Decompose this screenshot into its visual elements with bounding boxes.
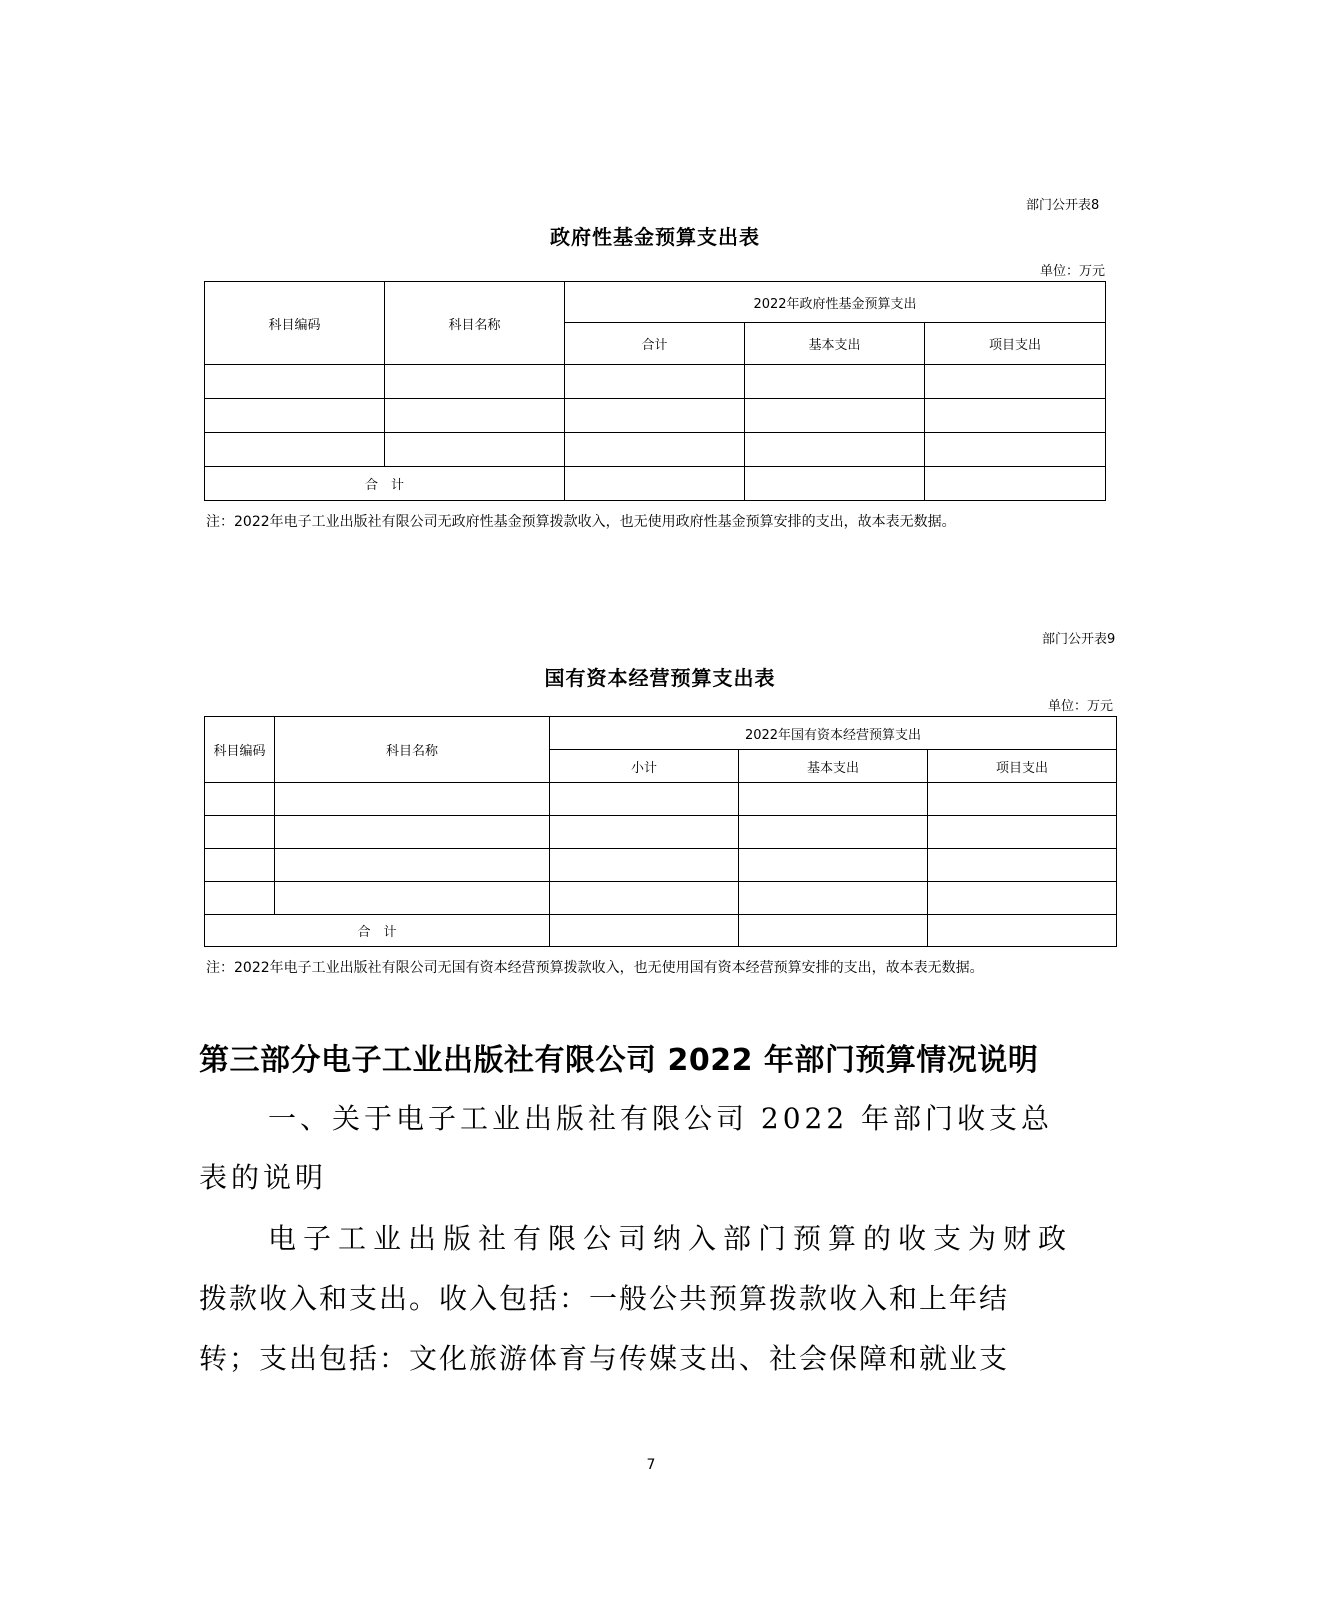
table-row	[205, 433, 1106, 467]
subheading-line2: 表的说明	[199, 1161, 328, 1194]
table8-note: 注：2022年电子工业出版社有限公司无政府性基金预算拨款收入，也无使用政府性基金预算安排的支出，故本表无数据。	[206, 514, 956, 530]
paragraph-line1: 电子工业出版社有限公司纳入部门预算的收支为财政	[268, 1222, 1074, 1255]
table8-total-label: 合 计	[205, 467, 565, 501]
table9-header-basic: 基本支出	[739, 750, 928, 783]
table9-header-subtotal: 小计	[550, 750, 739, 783]
table9-header-code: 科目编码	[205, 717, 275, 783]
paragraph-line3: 转；支出包括：文化旅游体育与传媒支出、社会保障和就业支	[199, 1342, 1010, 1375]
table9-header-group: 2022年国有资本经营预算支出	[550, 717, 1117, 750]
table8-header-project: 项目支出	[925, 323, 1106, 365]
table8-header-code: 科目编码	[205, 282, 385, 365]
table9-tag: 部门公开表9	[1042, 632, 1116, 647]
table8	[204, 281, 1106, 501]
table9-unit: 单位：万元	[1048, 699, 1114, 714]
table-row	[205, 816, 1117, 849]
table9-total-row	[205, 915, 1117, 947]
table9-title: 国有资本经营预算支出表	[544, 666, 776, 690]
table-row	[205, 882, 1117, 915]
page-number: 7	[646, 1457, 656, 1473]
table9-header-project: 项目支出	[928, 750, 1117, 783]
table8-header-name: 科目名称	[385, 282, 565, 365]
table9-note: 注：2022年电子工业出版社有限公司无国有资本经营预算拨款收入，也无使用国有资本经营预算安排的支出，故本表无数据。	[206, 960, 984, 976]
table-row	[205, 399, 1106, 433]
table-row	[205, 783, 1117, 816]
table9-header-name: 科目名称	[275, 717, 550, 783]
paragraph-line2: 拨款收入和支出。收入包括：一般公共预算拨款收入和上年结	[199, 1282, 1010, 1315]
table8-total-row	[205, 467, 1106, 501]
table8-header-basic: 基本支出	[745, 323, 925, 365]
table8-unit: 单位：万元	[1040, 264, 1106, 279]
table8-header-group: 2022年政府性基金预算支出	[565, 282, 1106, 323]
table8-title: 政府性基金预算支出表	[550, 225, 760, 249]
table8-header-total: 合计	[565, 323, 745, 365]
table9	[204, 716, 1117, 947]
table9-total-label: 合 计	[205, 915, 550, 947]
table-row	[205, 849, 1117, 882]
subheading-line1: 一、关于电子工业出版社有限公司 2022 年部门收支总	[268, 1102, 1054, 1135]
table-row	[205, 365, 1106, 399]
section-title: 第三部分电子工业出版社有限公司 2022 年部门预算情况说明	[199, 1043, 1039, 1078]
table8-tag: 部门公开表8	[1026, 198, 1100, 213]
